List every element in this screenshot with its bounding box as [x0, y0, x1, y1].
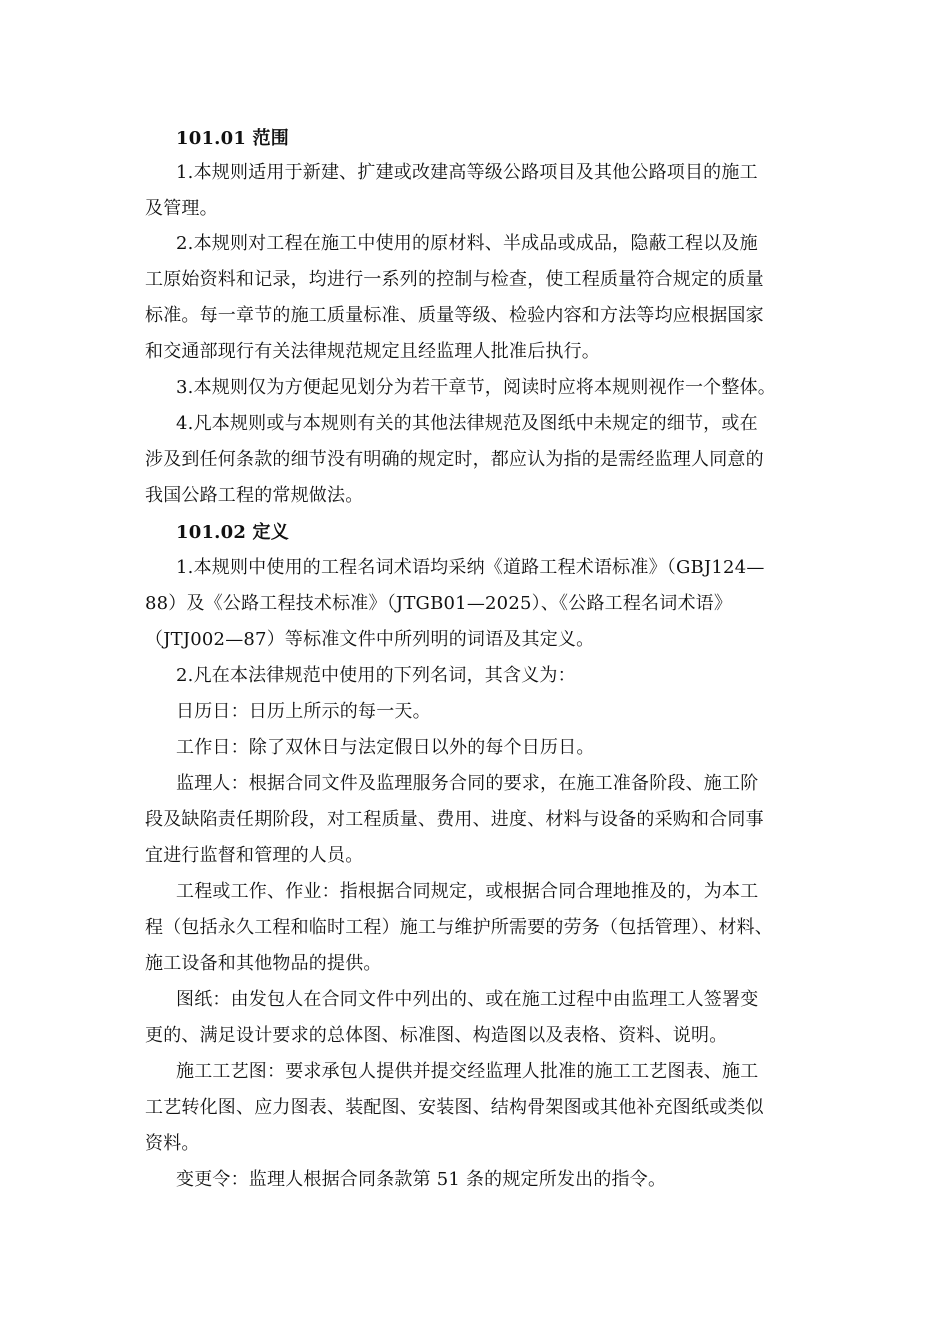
paragraph-line: 施工设备和其他物品的提供。	[145, 953, 382, 974]
paragraph-line: 段及缺陷责任期阶段，对工程质量、费用、进度、材料与设备的采购和合同事	[145, 809, 764, 830]
paragraph-line: （JTJ002—87）等标准文件中所列明的词语及其定义。	[145, 629, 595, 650]
paragraph-line: 我国公路工程的常规做法。	[145, 485, 364, 506]
paragraph-line: 88）及《公路工程技术标准》（JTGB01—2025）、《公路工程名词术语》	[145, 593, 733, 614]
paragraph-line: 3.本规则仅为方便起见划分为若干章节，阅读时应将本规则视作一个整体。	[176, 377, 776, 398]
definition-drawings: 图纸：由发包人在合同文件中列出的、或在施工过程中由监理工人签署变	[176, 989, 759, 1010]
section-heading-scope: 101.01 范围	[176, 128, 289, 149]
paragraph-line: 标准。每一章节的施工质量标准、质量等级、检验内容和方法等均应根据国家	[145, 305, 764, 326]
definition-construction-drawings: 施工工艺图：要求承包人提供并提交经监理人批准的施工工艺图表、施工	[176, 1061, 759, 1082]
paragraph-line: 程（包括永久工程和临时工程）施工与维护所需要的劳务（包括管理）、材料、	[145, 917, 773, 938]
definition-variation-order: 变更令：监理人根据合同条款第 51 条的规定所发出的指令。	[176, 1169, 667, 1190]
paragraph-line: 2.凡在本法律规范中使用的下列名词，其含义为：	[176, 665, 576, 686]
definition-calendar-day: 日历日：日历上所示的每一天。	[176, 701, 431, 722]
definition-working-day: 工作日：除了双休日与法定假日以外的每个日历日。	[176, 737, 595, 758]
paragraph-line: 更的、满足设计要求的总体图、标准图、构造图以及表格、资料、说明。	[145, 1025, 728, 1046]
definition-works: 工程或工作、作业：指根据合同规定，或根据合同合理地推及的，为本工	[176, 881, 759, 902]
paragraph-line: 1.本规则适用于新建、扩建或改建高等级公路项目及其他公路项目的施工	[176, 162, 758, 183]
paragraph-line: 宜进行监督和管理的人员。	[145, 845, 364, 866]
definition-supervisor: 监理人：根据合同文件及监理服务合同的要求，在施工准备阶段、施工阶	[176, 773, 759, 794]
paragraph-line: 4.凡本规则或与本规则有关的其他法律规范及图纸中未规定的细节，或在	[176, 413, 758, 434]
paragraph-line: 和交通部现行有关法律规范规定且经监理人批准后执行。	[145, 341, 600, 362]
paragraph-line: 资料。	[145, 1133, 200, 1154]
paragraph-line: 工艺转化图、应力图表、装配图、安装图、结构骨架图或其他补充图纸或类似	[145, 1097, 764, 1118]
paragraph-line: 1.本规则中使用的工程名词术语均采纳《道路工程术语标准》（GBJ124—	[176, 557, 765, 578]
paragraph-line: 及管理。	[145, 198, 218, 219]
paragraph-line: 工原始资料和记录，均进行一系列的控制与检查，使工程质量符合规定的质量	[145, 269, 764, 290]
paragraph-line: 涉及到任何条款的细节没有明确的规定时，都应认为指的是需经监理人同意的	[145, 449, 764, 470]
section-heading-definitions: 101.02 定义	[176, 522, 289, 543]
paragraph-line: 2.本规则对工程在施工中使用的原材料、半成品或成品，隐蔽工程以及施	[176, 233, 758, 254]
